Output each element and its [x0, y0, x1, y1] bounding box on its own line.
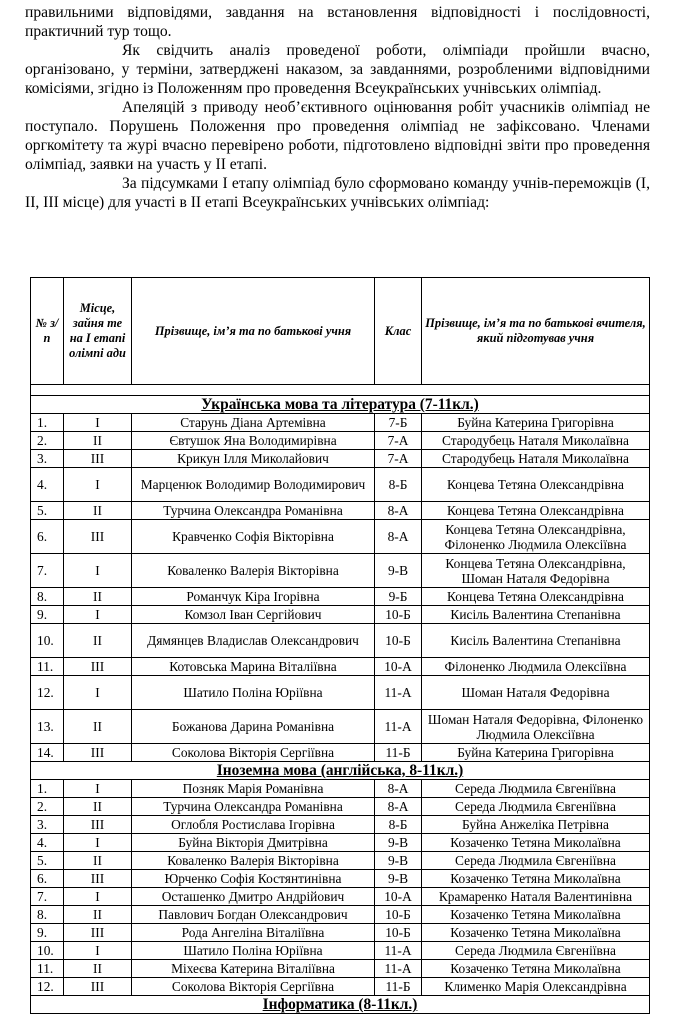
paragraph-2: Як свідчить аналіз проведеної роботи, олімпіади пройшли вчасно, організовано, у терміни, затверджені наказом, за завданнями, розробленими відповідними комісіями, згідно із Положенням про проведення Всеукраїнських учнівських олімпіад.: [25, 42, 650, 97]
table-row: [31, 906, 650, 924]
cell-place: ІІ: [64, 432, 132, 450]
table-row: [31, 606, 650, 624]
cell-place: І: [64, 606, 132, 624]
cell-place: ІІ: [64, 960, 132, 978]
cell-student: Дямянцев Владислав Олександрович: [132, 624, 375, 658]
cell-number: 6.: [31, 520, 64, 554]
cell-grade: 9-В: [375, 834, 422, 852]
table-row: [31, 960, 650, 978]
table-row: [31, 888, 650, 906]
header-place: Місце, зайня те на І етапі олімпі ади: [64, 278, 132, 385]
table-row: [31, 624, 650, 658]
table-row: [31, 870, 650, 888]
cell-student: Павлович Богдан Олександрович: [132, 906, 375, 924]
cell-number: 2.: [31, 798, 64, 816]
cell-student: Коваленко Валерія Вікторівна: [132, 852, 375, 870]
cell-place: І: [64, 834, 132, 852]
cell-place: ІІІ: [64, 520, 132, 554]
table-row: [31, 710, 650, 744]
table-body: [31, 396, 650, 1014]
table-row: [31, 450, 650, 468]
cell-place: ІІ: [64, 588, 132, 606]
cell-number: 7.: [31, 888, 64, 906]
cell-number: 2.: [31, 432, 64, 450]
table-row: [31, 414, 650, 432]
cell-place: І: [64, 414, 132, 432]
table-row: [31, 554, 650, 588]
table-row: [31, 588, 650, 606]
cell-student: Котовська Марина Віталіївна: [132, 658, 375, 676]
cell-number: 11.: [31, 960, 64, 978]
cell-number: 1.: [31, 414, 64, 432]
cell-teacher: Козаченко Тетяна Миколаївна: [422, 906, 650, 924]
cell-number: 13.: [31, 710, 64, 744]
paragraph-3: Апеляцій з приводу необ’єктивного оцінювання робіт учасників олімпіад не поступало. Порушень Положення про проведення олімпіад не зафіксовано. Членами оргкомітету та журі вчасно перевірено роботи, підготовлено відповідні звіти про проведення олімпіад, заявки на участь у ІІ етапі.: [25, 99, 650, 173]
cell-teacher: Середа Людмила Євгеніївна: [422, 780, 650, 798]
section-header-row: [31, 996, 650, 1014]
cell-place: І: [64, 468, 132, 502]
cell-grade: 11-Б: [375, 978, 422, 996]
cell-student: Романчук Кіра Ігорівна: [132, 588, 375, 606]
cell-teacher: Стародубець Наталя Миколаївна: [422, 432, 650, 450]
cell-place: ІІ: [64, 624, 132, 658]
cell-grade: 8-А: [375, 780, 422, 798]
cell-place: ІІ: [64, 710, 132, 744]
table-row: [31, 924, 650, 942]
cell-teacher: Клименко Марія Олександрівна: [422, 978, 650, 996]
cell-student: Осташенко Дмитро Андрійович: [132, 888, 375, 906]
cell-number: 9.: [31, 606, 64, 624]
cell-number: 5.: [31, 852, 64, 870]
table-row: [31, 834, 650, 852]
cell-grade: 8-А: [375, 502, 422, 520]
cell-grade: 9-В: [375, 852, 422, 870]
cell-grade: 11-А: [375, 710, 422, 744]
winners-table: [30, 277, 650, 1014]
cell-student: Позняк Марія Романівна: [132, 780, 375, 798]
cell-number: 10.: [31, 624, 64, 658]
cell-student: Шатило Поліна Юріївна: [132, 676, 375, 710]
cell-grade: 7-Б: [375, 414, 422, 432]
cell-student: Божанова Дарина Романівна: [132, 710, 375, 744]
cell-student: Рода Ангеліна Віталіївна: [132, 924, 375, 942]
cell-place: І: [64, 676, 132, 710]
cell-teacher: Кисіль Валентина Степанівна: [422, 624, 650, 658]
section-title: Іноземна мова (англійська, 8-11кл.): [31, 762, 650, 780]
cell-number: 10.: [31, 942, 64, 960]
cell-number: 12.: [31, 676, 64, 710]
table-row: [31, 978, 650, 996]
cell-teacher: Середа Людмила Євгеніївна: [422, 942, 650, 960]
cell-teacher: Філоненко Людмила Олексіївна: [422, 658, 650, 676]
cell-number: 11.: [31, 658, 64, 676]
cell-place: І: [64, 888, 132, 906]
cell-student: Буйна Вікторія Дмитрівна: [132, 834, 375, 852]
cell-place: ІІ: [64, 502, 132, 520]
cell-grade: 8-Б: [375, 468, 422, 502]
cell-student: Оглобля Ростислава Ігорівна: [132, 816, 375, 834]
table-row: [31, 502, 650, 520]
cell-student: Турчина Олександра Романівна: [132, 502, 375, 520]
cell-grade: 9-В: [375, 554, 422, 588]
section-title: Українська мова та література (7-11кл.): [31, 396, 650, 414]
cell-student: Марценюк Володимир Володимирович: [132, 468, 375, 502]
cell-place: ІІ: [64, 852, 132, 870]
cell-grade: 11-А: [375, 676, 422, 710]
cell-grade: 10-Б: [375, 606, 422, 624]
header-num: № з/п: [31, 278, 64, 385]
cell-grade: 7-А: [375, 432, 422, 450]
cell-number: 6.: [31, 870, 64, 888]
cell-number: 7.: [31, 554, 64, 588]
header-student: Прізвище, ім’я та по батькові учня: [132, 278, 375, 385]
cell-number: 1.: [31, 780, 64, 798]
cell-grade: 10-А: [375, 888, 422, 906]
cell-student: Турчина Олександра Романівна: [132, 798, 375, 816]
cell-teacher: Буйна Катерина Григорівна: [422, 414, 650, 432]
cell-student: Крикун Ілля Миколайович: [132, 450, 375, 468]
cell-number: 8.: [31, 906, 64, 924]
cell-grade: 9-В: [375, 870, 422, 888]
cell-grade: 7-А: [375, 450, 422, 468]
cell-teacher: Крамаренко Наталя Валентинівна: [422, 888, 650, 906]
cell-teacher: Концева Тетяна Олександрівна: [422, 468, 650, 502]
cell-number: 12.: [31, 978, 64, 996]
cell-student: Соколова Вікторія Сергіївна: [132, 978, 375, 996]
cell-student: Соколова Вікторія Сергіївна: [132, 744, 375, 762]
cell-teacher: Середа Людмила Євгеніївна: [422, 798, 650, 816]
cell-place: ІІІ: [64, 450, 132, 468]
cell-grade: 10-Б: [375, 924, 422, 942]
table-row: [31, 798, 650, 816]
cell-place: І: [64, 780, 132, 798]
cell-number: 3.: [31, 816, 64, 834]
cell-teacher: Козаченко Тетяна Миколаївна: [422, 924, 650, 942]
cell-teacher: Концева Тетяна Олександрівна: [422, 588, 650, 606]
cell-place: І: [64, 942, 132, 960]
cell-number: 3.: [31, 450, 64, 468]
cell-teacher: Середа Людмила Євгеніївна: [422, 852, 650, 870]
table-row: [31, 432, 650, 450]
table-row: [31, 780, 650, 798]
cell-grade: 11-А: [375, 960, 422, 978]
cell-student: Комзол Іван Сергійович: [132, 606, 375, 624]
cell-student: Кравченко Софія Вікторівна: [132, 520, 375, 554]
cell-place: ІІІ: [64, 816, 132, 834]
cell-student: Коваленко Валерія Вікторівна: [132, 554, 375, 588]
cell-place: ІІ: [64, 798, 132, 816]
cell-number: 4.: [31, 468, 64, 502]
cell-grade: 8-А: [375, 520, 422, 554]
section-header-row: [31, 396, 650, 414]
table-row: [31, 744, 650, 762]
cell-teacher: Концева Тетяна Олександрівна, Філоненко Людмила Олексіївна: [422, 520, 650, 554]
cell-teacher: Козаченко Тетяна Миколаївна: [422, 960, 650, 978]
cell-grade: 10-Б: [375, 906, 422, 924]
table-row: [31, 942, 650, 960]
section-header-row: [31, 762, 650, 780]
cell-grade: 9-Б: [375, 588, 422, 606]
cell-place: ІІ: [64, 906, 132, 924]
cell-teacher: Концева Тетяна Олександрівна, Шоман Наталя Федорівна: [422, 554, 650, 588]
cell-grade: 10-А: [375, 658, 422, 676]
cell-number: 8.: [31, 588, 64, 606]
cell-number: 5.: [31, 502, 64, 520]
paragraph-4: За підсумками І етапу олімпіад було сформовано команду учнів-переможців (І, ІІ, ІІІ місце) для участі в ІІ етапі Всеукраїнських учнівських олімпіад:: [25, 175, 650, 211]
cell-number: 4.: [31, 834, 64, 852]
cell-teacher: Козаченко Тетяна Миколаївна: [422, 834, 650, 852]
cell-teacher: Кисіль Валентина Степанівна: [422, 606, 650, 624]
cell-place: ІІІ: [64, 978, 132, 996]
cell-number: 14.: [31, 744, 64, 762]
table-row: [31, 468, 650, 502]
cell-number: 9.: [31, 924, 64, 942]
table-header-row: [31, 278, 650, 385]
section-title: Інформатика (8-11кл.): [31, 996, 650, 1014]
table-row: [31, 816, 650, 834]
table-row: [31, 676, 650, 710]
header-teacher: Прізвище, ім’я та по батькові вчителя, який підготував учня: [422, 278, 650, 385]
cell-teacher: Буйна Катерина Григорівна: [422, 744, 650, 762]
cell-teacher: Буйна Анжеліка Петрівна: [422, 816, 650, 834]
cell-grade: 8-Б: [375, 816, 422, 834]
cell-student: Старунь Діана Артемівна: [132, 414, 375, 432]
cell-grade: 11-Б: [375, 744, 422, 762]
cell-teacher: Козаченко Тетяна Миколаївна: [422, 870, 650, 888]
cell-teacher: Стародубець Наталя Миколаївна: [422, 450, 650, 468]
header-grade: Клас: [375, 278, 422, 385]
cell-student: Юрченко Софія Костянтинівна: [132, 870, 375, 888]
cell-grade: 10-Б: [375, 624, 422, 658]
cell-place: ІІІ: [64, 924, 132, 942]
cell-grade: 8-А: [375, 798, 422, 816]
document-page: [25, 0, 650, 1013]
paragraph-1: правильними відповідями, завдання на встановлення відповідності і послідовності, практичний тур тощо.: [25, 4, 650, 40]
cell-grade: 11-А: [375, 942, 422, 960]
cell-place: ІІІ: [64, 870, 132, 888]
header-spacer-row: [31, 385, 650, 396]
cell-teacher: Концева Тетяна Олександрівна: [422, 502, 650, 520]
cell-student: Міхеєва Катерина Віталіївна: [132, 960, 375, 978]
cell-teacher: Шоман Наталя Федорівна: [422, 676, 650, 710]
table-row: [31, 658, 650, 676]
table-row: [31, 852, 650, 870]
cell-place: ІІІ: [64, 658, 132, 676]
cell-student: Шатило Поліна Юріївна: [132, 942, 375, 960]
cell-place: ІІІ: [64, 744, 132, 762]
cell-place: І: [64, 554, 132, 588]
cell-student: Євтушок Яна Володимирівна: [132, 432, 375, 450]
cell-teacher: Шоман Наталя Федорівна, Філоненко Людмила Олексіївна: [422, 710, 650, 744]
table-row: [31, 520, 650, 554]
